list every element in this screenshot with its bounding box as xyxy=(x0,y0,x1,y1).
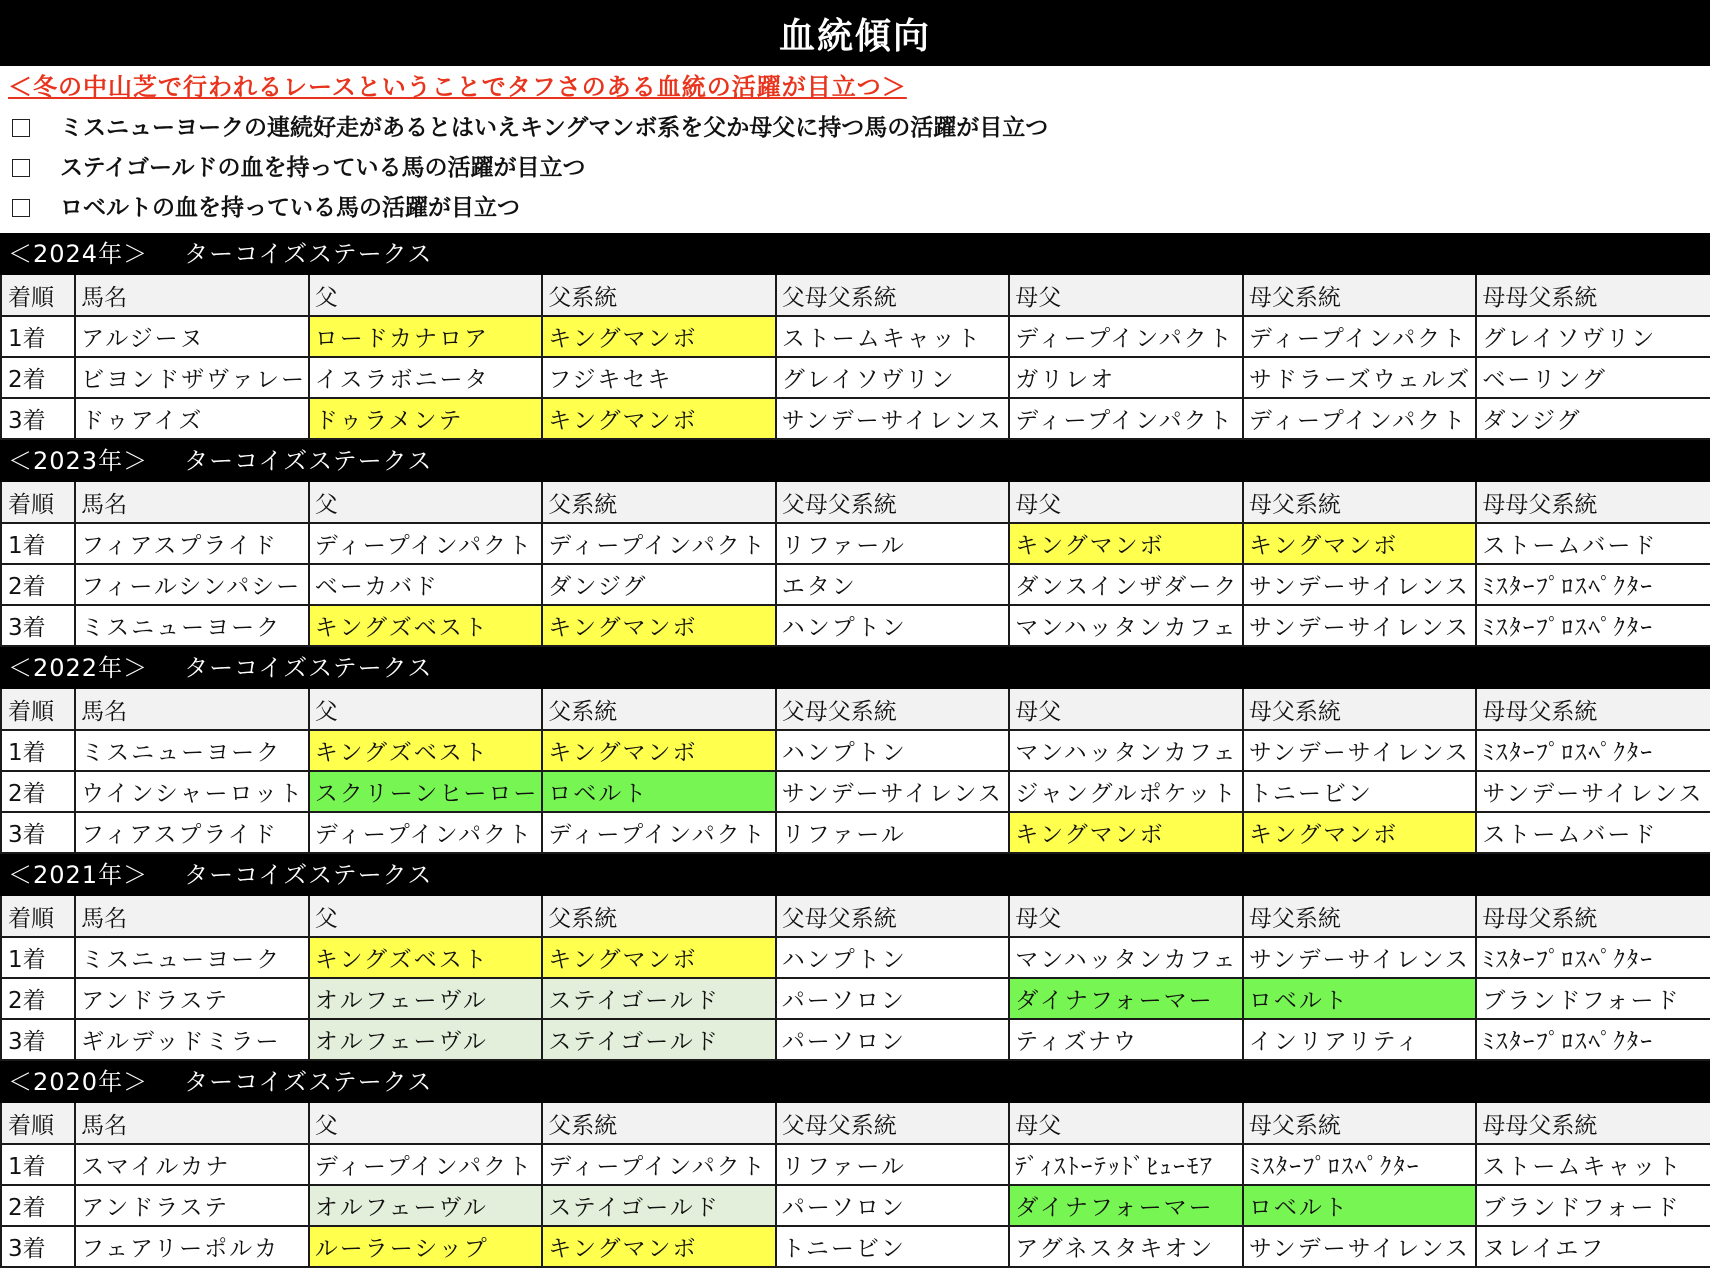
table-cell: ガリレオ xyxy=(1009,357,1243,398)
table-cell: 3着 xyxy=(1,1019,75,1060)
table-cell: ミスニューヨーク xyxy=(75,605,309,646)
column-header: 母母父系統 xyxy=(1476,1103,1710,1144)
table-cell: トニービン xyxy=(1243,771,1477,812)
table-cell: ハンプトン xyxy=(776,730,1010,771)
table-cell: サンデーサイレンス xyxy=(1243,605,1477,646)
table-row xyxy=(1,812,1710,853)
table-cell: 3着 xyxy=(1,398,75,439)
column-header: 母父 xyxy=(1009,1103,1243,1144)
bullet-item xyxy=(8,188,1048,228)
section-header xyxy=(0,1061,1710,1103)
column-header: 母父系統 xyxy=(1243,275,1477,316)
table-cell: キングマンボ xyxy=(542,1226,776,1267)
column-header: 着順 xyxy=(1,1103,75,1144)
table-row xyxy=(1,771,1710,812)
column-header: 父母父系統 xyxy=(776,482,1010,523)
table-cell: サンデーサイレンス xyxy=(1243,1226,1477,1267)
table-cell: キングマンボ xyxy=(1009,812,1243,853)
table-cell: マンハッタンカフェ xyxy=(1009,937,1243,978)
table-cell: アンドラステ xyxy=(75,978,309,1019)
column-header: 父系統 xyxy=(542,896,776,937)
table-cell: ブランドフォード xyxy=(1476,1185,1710,1226)
table-cell: ディープインパクト xyxy=(309,812,543,853)
table-cell: サドラーズウェルズ xyxy=(1243,357,1477,398)
table-cell: ブランドフォード xyxy=(1476,978,1710,1019)
section-header xyxy=(0,233,1710,275)
table-cell: フィアスプライド xyxy=(75,523,309,564)
table-cell: ヌレイエフ xyxy=(1476,1226,1710,1267)
column-header: 母父系統 xyxy=(1243,482,1477,523)
results-table xyxy=(0,482,1710,647)
table-cell: ﾐｽﾀｰﾌﾟﾛｽﾍﾟｸﾀｰ xyxy=(1476,605,1710,646)
table-row xyxy=(1,564,1710,605)
table-header-row xyxy=(1,896,1710,937)
table-cell: マンハッタンカフェ xyxy=(1009,730,1243,771)
column-header: 父 xyxy=(309,482,543,523)
table-cell: ﾐｽﾀｰﾌﾟﾛｽﾍﾟｸﾀｰ xyxy=(1476,564,1710,605)
bullet-text: ロベルトの血を持っている馬の活躍が目立つ xyxy=(60,195,520,221)
headline: ＜冬の中山芝で行われるレースということでタフさのある血統の活躍が目立つ＞ xyxy=(8,73,907,101)
table-cell: フィアスプライド xyxy=(75,812,309,853)
table-row xyxy=(1,357,1710,398)
section-year: ＜2023年＞ xyxy=(8,447,149,475)
table-row xyxy=(1,1185,1710,1226)
table-cell: ステイゴールド xyxy=(542,978,776,1019)
column-header: 母父系統 xyxy=(1243,689,1477,730)
results-table xyxy=(0,689,1710,854)
table-row xyxy=(1,1019,1710,1060)
table-cell: ステイゴールド xyxy=(542,1185,776,1226)
column-header: 父母父系統 xyxy=(776,275,1010,316)
table-cell: ギルデッドミラー xyxy=(75,1019,309,1060)
table-cell: グレイソヴリン xyxy=(776,357,1010,398)
table-cell: キングズベスト xyxy=(309,730,543,771)
results-table xyxy=(0,896,1710,1061)
table-cell: 1着 xyxy=(1,730,75,771)
table-cell: ドゥラメンテ xyxy=(309,398,543,439)
table-cell: ﾐｽﾀｰﾌﾟﾛｽﾍﾟｸﾀｰ xyxy=(1476,937,1710,978)
table-cell: ﾐｽﾀｰﾌﾟﾛｽﾍﾟｸﾀｰ xyxy=(1243,1144,1477,1185)
table-cell: アグネスタキオン xyxy=(1009,1226,1243,1267)
table-cell: 1着 xyxy=(1,937,75,978)
column-header: 馬名 xyxy=(75,275,309,316)
table-row xyxy=(1,978,1710,1019)
table-cell: マンハッタンカフェ xyxy=(1009,605,1243,646)
table-cell: ストームキャット xyxy=(776,316,1010,357)
table-cell: フィールシンパシー xyxy=(75,564,309,605)
table-cell: ビヨンドザヴァレー xyxy=(75,357,309,398)
table-cell: オルフェーヴル xyxy=(309,1185,543,1226)
column-header: 父系統 xyxy=(542,689,776,730)
column-header: 父母父系統 xyxy=(776,896,1010,937)
table-cell: ハンプトン xyxy=(776,937,1010,978)
table-cell: 2着 xyxy=(1,357,75,398)
table-cell: ロードカナロア xyxy=(309,316,543,357)
table-cell: エタン xyxy=(776,564,1010,605)
section-year: ＜2021年＞ xyxy=(8,861,149,889)
results-table xyxy=(0,275,1710,440)
table-cell: ダンスインザダーク xyxy=(1009,564,1243,605)
column-header: 母父 xyxy=(1009,275,1243,316)
table-cell: オルフェーヴル xyxy=(309,978,543,1019)
section-year: ＜2024年＞ xyxy=(8,240,149,268)
table-row xyxy=(1,1226,1710,1267)
table-cell: 3着 xyxy=(1,1226,75,1267)
column-header: 着順 xyxy=(1,275,75,316)
table-cell: オルフェーヴル xyxy=(309,1019,543,1060)
page-title: 血統傾向 xyxy=(0,0,1710,66)
table-row xyxy=(1,398,1710,439)
section-header xyxy=(0,854,1710,896)
table-cell: ロベルト xyxy=(1243,1185,1477,1226)
table-cell: ベーリング xyxy=(1476,357,1710,398)
column-header: 母父 xyxy=(1009,689,1243,730)
table-cell: ダンジグ xyxy=(1476,398,1710,439)
section-race-name: ターコイズステークス xyxy=(184,1068,433,1096)
section-header xyxy=(0,440,1710,482)
table-cell: ロベルト xyxy=(1243,978,1477,1019)
table-cell: ﾐｽﾀｰﾌﾟﾛｽﾍﾟｸﾀｰ xyxy=(1476,1019,1710,1060)
table-cell: フェアリーポルカ xyxy=(75,1226,309,1267)
table-cell: キングマンボ xyxy=(542,316,776,357)
column-header: 父系統 xyxy=(542,275,776,316)
section-race-name: ターコイズステークス xyxy=(184,240,433,268)
table-cell: ディープインパクト xyxy=(309,1144,543,1185)
table-cell: ディープインパクト xyxy=(542,812,776,853)
section-year: ＜2020年＞ xyxy=(8,1068,149,1096)
column-header: 母父系統 xyxy=(1243,1103,1477,1144)
table-cell: ミスニューヨーク xyxy=(75,730,309,771)
results-tables xyxy=(0,233,1710,1268)
table-cell: ストームバード xyxy=(1476,523,1710,564)
column-header: 馬名 xyxy=(75,1103,309,1144)
table-cell: キングズベスト xyxy=(309,605,543,646)
column-header: 着順 xyxy=(1,482,75,523)
bullet-text: ステイゴールドの血を持っている馬の活躍が目立つ xyxy=(60,155,586,181)
table-cell: パーソロン xyxy=(776,1019,1010,1060)
bullet-list xyxy=(8,108,1048,228)
table-cell: ﾐｽﾀｰﾌﾟﾛｽﾍﾟｸﾀｰ xyxy=(1476,730,1710,771)
table-row xyxy=(1,316,1710,357)
table-cell: キングマンボ xyxy=(542,605,776,646)
table-cell: フジキセキ xyxy=(542,357,776,398)
table-cell: サンデーサイレンス xyxy=(776,771,1010,812)
table-cell: アンドラステ xyxy=(75,1185,309,1226)
column-header: 父母父系統 xyxy=(776,689,1010,730)
table-row xyxy=(1,730,1710,771)
table-cell: キングズベスト xyxy=(309,937,543,978)
section-year: ＜2022年＞ xyxy=(8,654,149,682)
column-header: 着順 xyxy=(1,896,75,937)
table-cell: ディープインパクト xyxy=(1243,316,1477,357)
table-cell: リファール xyxy=(776,812,1010,853)
table-row xyxy=(1,1144,1710,1185)
column-header: 父系統 xyxy=(542,1103,776,1144)
section-race-name: ターコイズステークス xyxy=(184,447,433,475)
table-cell: ティズナウ xyxy=(1009,1019,1243,1060)
table-cell: リファール xyxy=(776,523,1010,564)
table-cell: スマイルカナ xyxy=(75,1144,309,1185)
column-header: 母母父系統 xyxy=(1476,896,1710,937)
table-cell: グレイソヴリン xyxy=(1476,316,1710,357)
column-header: 父 xyxy=(309,1103,543,1144)
section-header xyxy=(0,647,1710,689)
bullet-item xyxy=(8,108,1048,148)
table-header-row xyxy=(1,1103,1710,1144)
table-cell: ディープインパクト xyxy=(542,523,776,564)
table-cell: 2着 xyxy=(1,1185,75,1226)
table-cell: パーソロン xyxy=(776,978,1010,1019)
table-row xyxy=(1,937,1710,978)
table-cell: ディープインパクト xyxy=(1243,398,1477,439)
table-cell: ディープインパクト xyxy=(542,1144,776,1185)
checkbox-icon xyxy=(12,199,30,217)
table-cell: ディープインパクト xyxy=(309,523,543,564)
table-cell: ダイナフォーマー xyxy=(1009,978,1243,1019)
bullet-text: ミスニューヨークの連続好走があるとはいえキングマンボ系を父か母父に持つ馬の活躍が目立つ xyxy=(60,115,1049,141)
column-header: 着順 xyxy=(1,689,75,730)
table-row xyxy=(1,523,1710,564)
table-cell: ステイゴールド xyxy=(542,1019,776,1060)
table-cell: サンデーサイレンス xyxy=(1243,730,1477,771)
section-race-name: ターコイズステークス xyxy=(184,654,433,682)
section-race-name: ターコイズステークス xyxy=(184,861,433,889)
table-cell: 1着 xyxy=(1,1144,75,1185)
column-header: 馬名 xyxy=(75,482,309,523)
table-cell: ロベルト xyxy=(542,771,776,812)
table-cell: キングマンボ xyxy=(1243,812,1477,853)
table-cell: 3着 xyxy=(1,605,75,646)
table-cell: 3着 xyxy=(1,812,75,853)
table-cell: サンデーサイレンス xyxy=(1243,564,1477,605)
table-cell: サンデーサイレンス xyxy=(776,398,1010,439)
table-cell: ジャングルポケット xyxy=(1009,771,1243,812)
table-header-row xyxy=(1,689,1710,730)
table-cell: 2着 xyxy=(1,978,75,1019)
table-cell: トニービン xyxy=(776,1226,1010,1267)
table-cell: イスラボニータ xyxy=(309,357,543,398)
table-cell: ダンジグ xyxy=(542,564,776,605)
table-cell: ウインシャーロット xyxy=(75,771,309,812)
column-header: 母母父系統 xyxy=(1476,482,1710,523)
table-cell: ハンプトン xyxy=(776,605,1010,646)
table-cell: 1着 xyxy=(1,523,75,564)
column-header: 母母父系統 xyxy=(1476,275,1710,316)
table-cell: キングマンボ xyxy=(542,937,776,978)
column-header: 父 xyxy=(309,896,543,937)
table-cell: ベーカバド xyxy=(309,564,543,605)
column-header: 父 xyxy=(309,689,543,730)
table-header-row xyxy=(1,482,1710,523)
column-header: 母父 xyxy=(1009,482,1243,523)
table-cell: ストームキャット xyxy=(1476,1144,1710,1185)
table-cell: ドゥアイズ xyxy=(75,398,309,439)
table-header-row xyxy=(1,275,1710,316)
column-header: 父系統 xyxy=(542,482,776,523)
column-header: 母父 xyxy=(1009,896,1243,937)
bullet-item xyxy=(8,148,1048,188)
table-cell: スクリーンヒーロー xyxy=(309,771,543,812)
table-cell: 2着 xyxy=(1,564,75,605)
table-cell: キングマンボ xyxy=(1009,523,1243,564)
column-header: 馬名 xyxy=(75,689,309,730)
table-cell: 2着 xyxy=(1,771,75,812)
table-cell: パーソロン xyxy=(776,1185,1010,1226)
table-cell: キングマンボ xyxy=(1243,523,1477,564)
table-cell: キングマンボ xyxy=(542,398,776,439)
table-cell: サンデーサイレンス xyxy=(1476,771,1710,812)
table-cell: リファール xyxy=(776,1144,1010,1185)
column-header: 母父系統 xyxy=(1243,896,1477,937)
column-header: 母母父系統 xyxy=(1476,689,1710,730)
column-header: 父母父系統 xyxy=(776,1103,1010,1144)
column-header: 馬名 xyxy=(75,896,309,937)
table-cell: 1着 xyxy=(1,316,75,357)
table-cell: ストームバード xyxy=(1476,812,1710,853)
table-cell: ディープインパクト xyxy=(1009,316,1243,357)
column-header: 父 xyxy=(309,275,543,316)
checkbox-icon xyxy=(12,159,30,177)
table-cell: ディープインパクト xyxy=(1009,398,1243,439)
table-cell: ミスニューヨーク xyxy=(75,937,309,978)
table-cell: ﾃﾞｨｽﾄｰﾃｯﾄﾞﾋｭｰﾓｱ xyxy=(1009,1144,1243,1185)
results-table xyxy=(0,1103,1710,1268)
table-cell: ルーラーシップ xyxy=(309,1226,543,1267)
table-cell: サンデーサイレンス xyxy=(1243,937,1477,978)
table-cell: キングマンボ xyxy=(542,730,776,771)
table-row xyxy=(1,605,1710,646)
table-cell: アルジーヌ xyxy=(75,316,309,357)
table-cell: インリアリティ xyxy=(1243,1019,1477,1060)
checkbox-icon xyxy=(12,119,30,137)
table-cell: ダイナフォーマー xyxy=(1009,1185,1243,1226)
